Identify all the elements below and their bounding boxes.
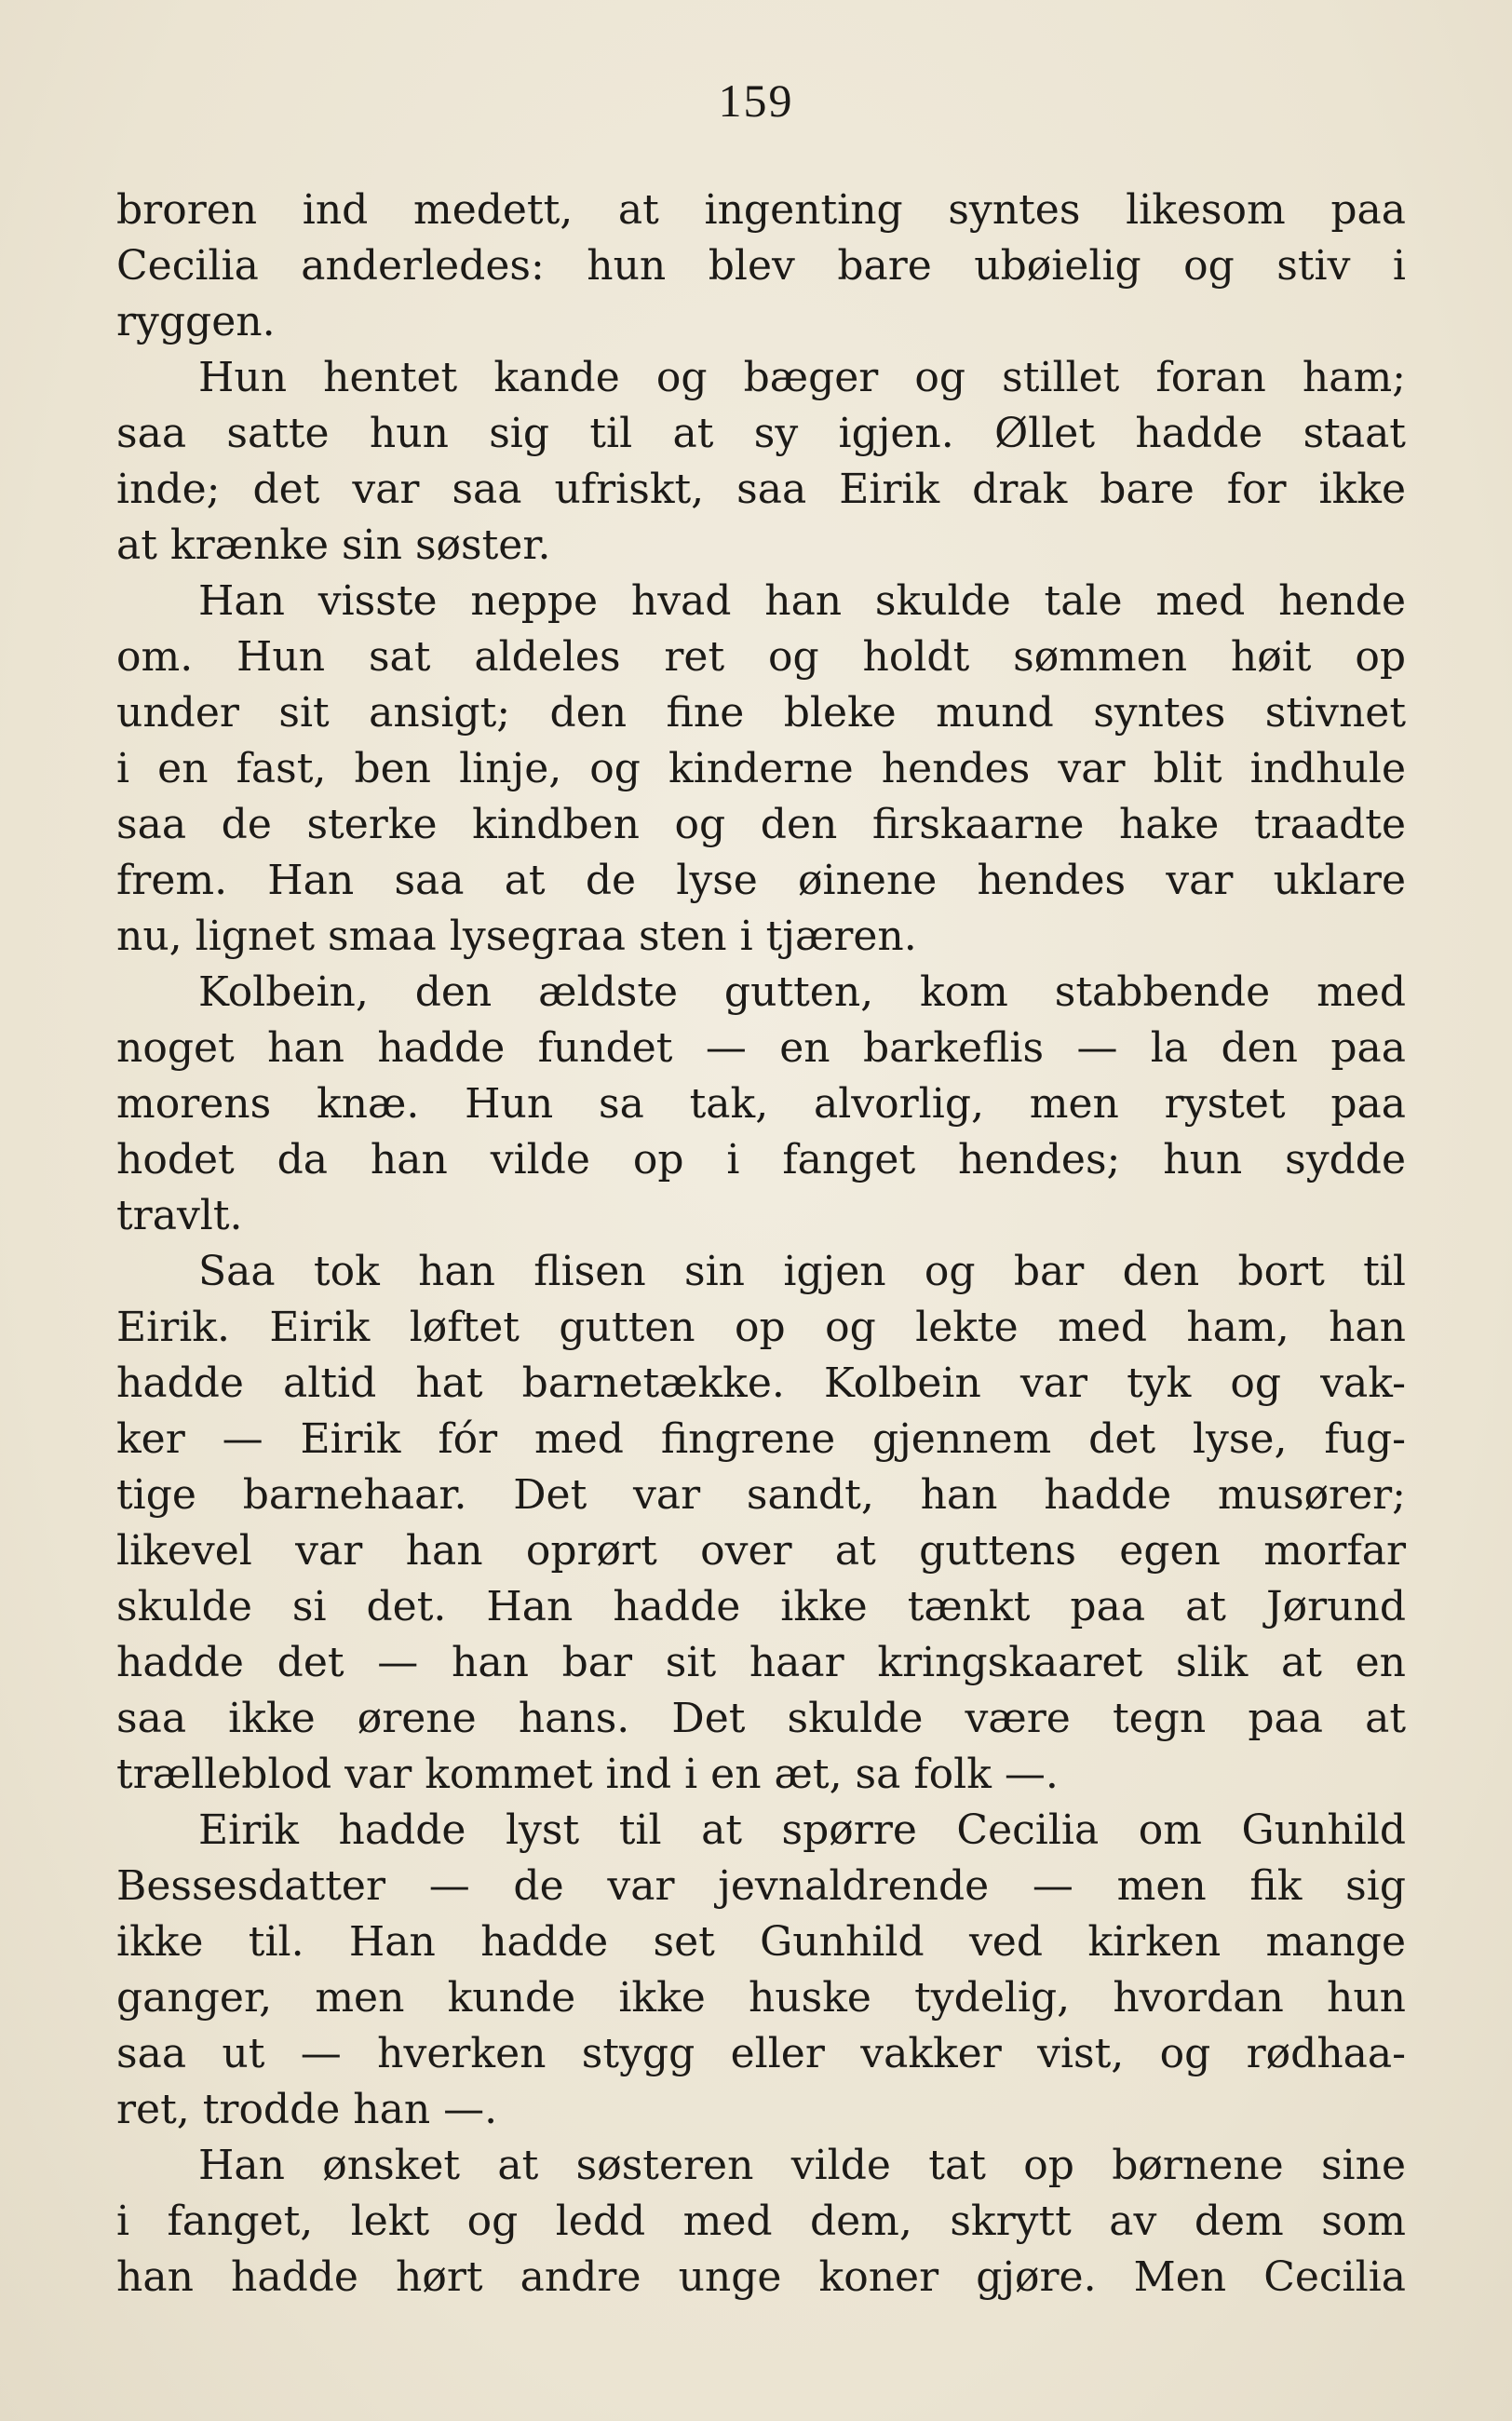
text-line: ret, trodde han —.: [116, 2086, 498, 2133]
text-line: noget han hadde fundet — en barkeflis — la den paa: [116, 1024, 1406, 1072]
page-number: 159: [718, 74, 794, 127]
text-line: Han ønsket at søsteren vilde tat op børnene sine: [198, 2142, 1406, 2189]
text-line: saa ikke ørene hans. Det skulde være tegn paa at: [116, 1695, 1406, 1742]
text-line: broren ind medett, at ingenting syntes likesom paa: [116, 186, 1406, 234]
text-line: likevel var han oprørt over at guttens egen morfar: [116, 1527, 1406, 1575]
text-line: i en fast, ben linje, og kinderne hendes var blit indhule: [116, 745, 1406, 792]
text-line: hadde det — han bar sit haar kringskaaret slik at en: [116, 1639, 1406, 1686]
text-line: ikke til. Han hadde set Gunhild ved kirken mange: [116, 1918, 1406, 1966]
text-line: Eirik. Eirik løftet gutten op og lekte med ham, han: [116, 1304, 1406, 1351]
text-line: Eirik hadde lyst til at spørre Cecilia om Gunhild: [198, 1806, 1406, 1854]
text-line: trælleblod var kommet ind i en æt, sa folk —.: [116, 1751, 1059, 1798]
text-line: saa satte hun sig til at sy igjen. Øllet hadde staat: [116, 410, 1406, 457]
text-line: under sit ansigt; den fine bleke mund syntes stivnet: [116, 689, 1406, 737]
text-line: hadde altid hat barnetække. Kolbein var tyk og vak-: [116, 1359, 1406, 1407]
text-line: i fanget, lekt og ledd med dem, skrytt av dem som: [116, 2198, 1406, 2245]
text-line: saa de sterke kindben og den firskaarne hake traadte: [116, 801, 1406, 848]
text-line: Bessesdatter — de var jevnaldrende — men fik sig: [116, 1862, 1406, 1910]
text-line: ganger, men kunde ikke huske tydelig, hvordan hun: [116, 1974, 1406, 2022]
text-line: Cecilia anderledes: hun blev bare ubøielig og stiv i: [116, 242, 1406, 290]
text-line: skulde si det. Han hadde ikke tænkt paa at Jørund: [116, 1583, 1406, 1630]
text-line: morens knæ. Hun sa tak, alvorlig, men rystet paa: [116, 1080, 1406, 1128]
text-line: travlt.: [116, 1192, 243, 1239]
text-line: saa ut — hverken stygg eller vakker vist, og rødhaa-: [116, 2030, 1406, 2077]
text-line: han hadde hørt andre unge koner gjøre. Men Cecilia: [116, 2253, 1406, 2301]
text-line: at krænke sin søster.: [116, 521, 551, 569]
text-line: tige barnehaar. Det var sandt, han hadde musører;: [116, 1471, 1406, 1519]
text-line: ker — Eirik fór med fingrene gjennem det lyse, fug-: [116, 1415, 1406, 1463]
text-line: nu, lignet smaa lysegraa sten i tjæren.: [116, 913, 917, 960]
text-line: Han visste neppe hvad han skulde tale med hende: [198, 577, 1406, 625]
text-line: Saa tok han flisen sin igjen og bar den bort til: [198, 1248, 1406, 1295]
text-line: om. Hun sat aldeles ret og holdt sømmen høit op: [116, 633, 1406, 681]
text-line: frem. Han saa at de lyse øinene hendes var uklare: [116, 857, 1406, 904]
body-text: [116, 183, 1406, 2306]
text-line: ryggen.: [116, 298, 276, 345]
text-line: Kolbein, den ældste gutten, kom stabbende med: [198, 968, 1406, 1016]
text-line: inde; det var saa ufriskt, saa Eirik drak bare for ikke: [116, 466, 1406, 513]
text-line: hodet da han vilde op i fanget hendes; hun sydde: [116, 1136, 1406, 1183]
text-line: Hun hentet kande og bæger og stillet foran ham;: [198, 354, 1406, 401]
